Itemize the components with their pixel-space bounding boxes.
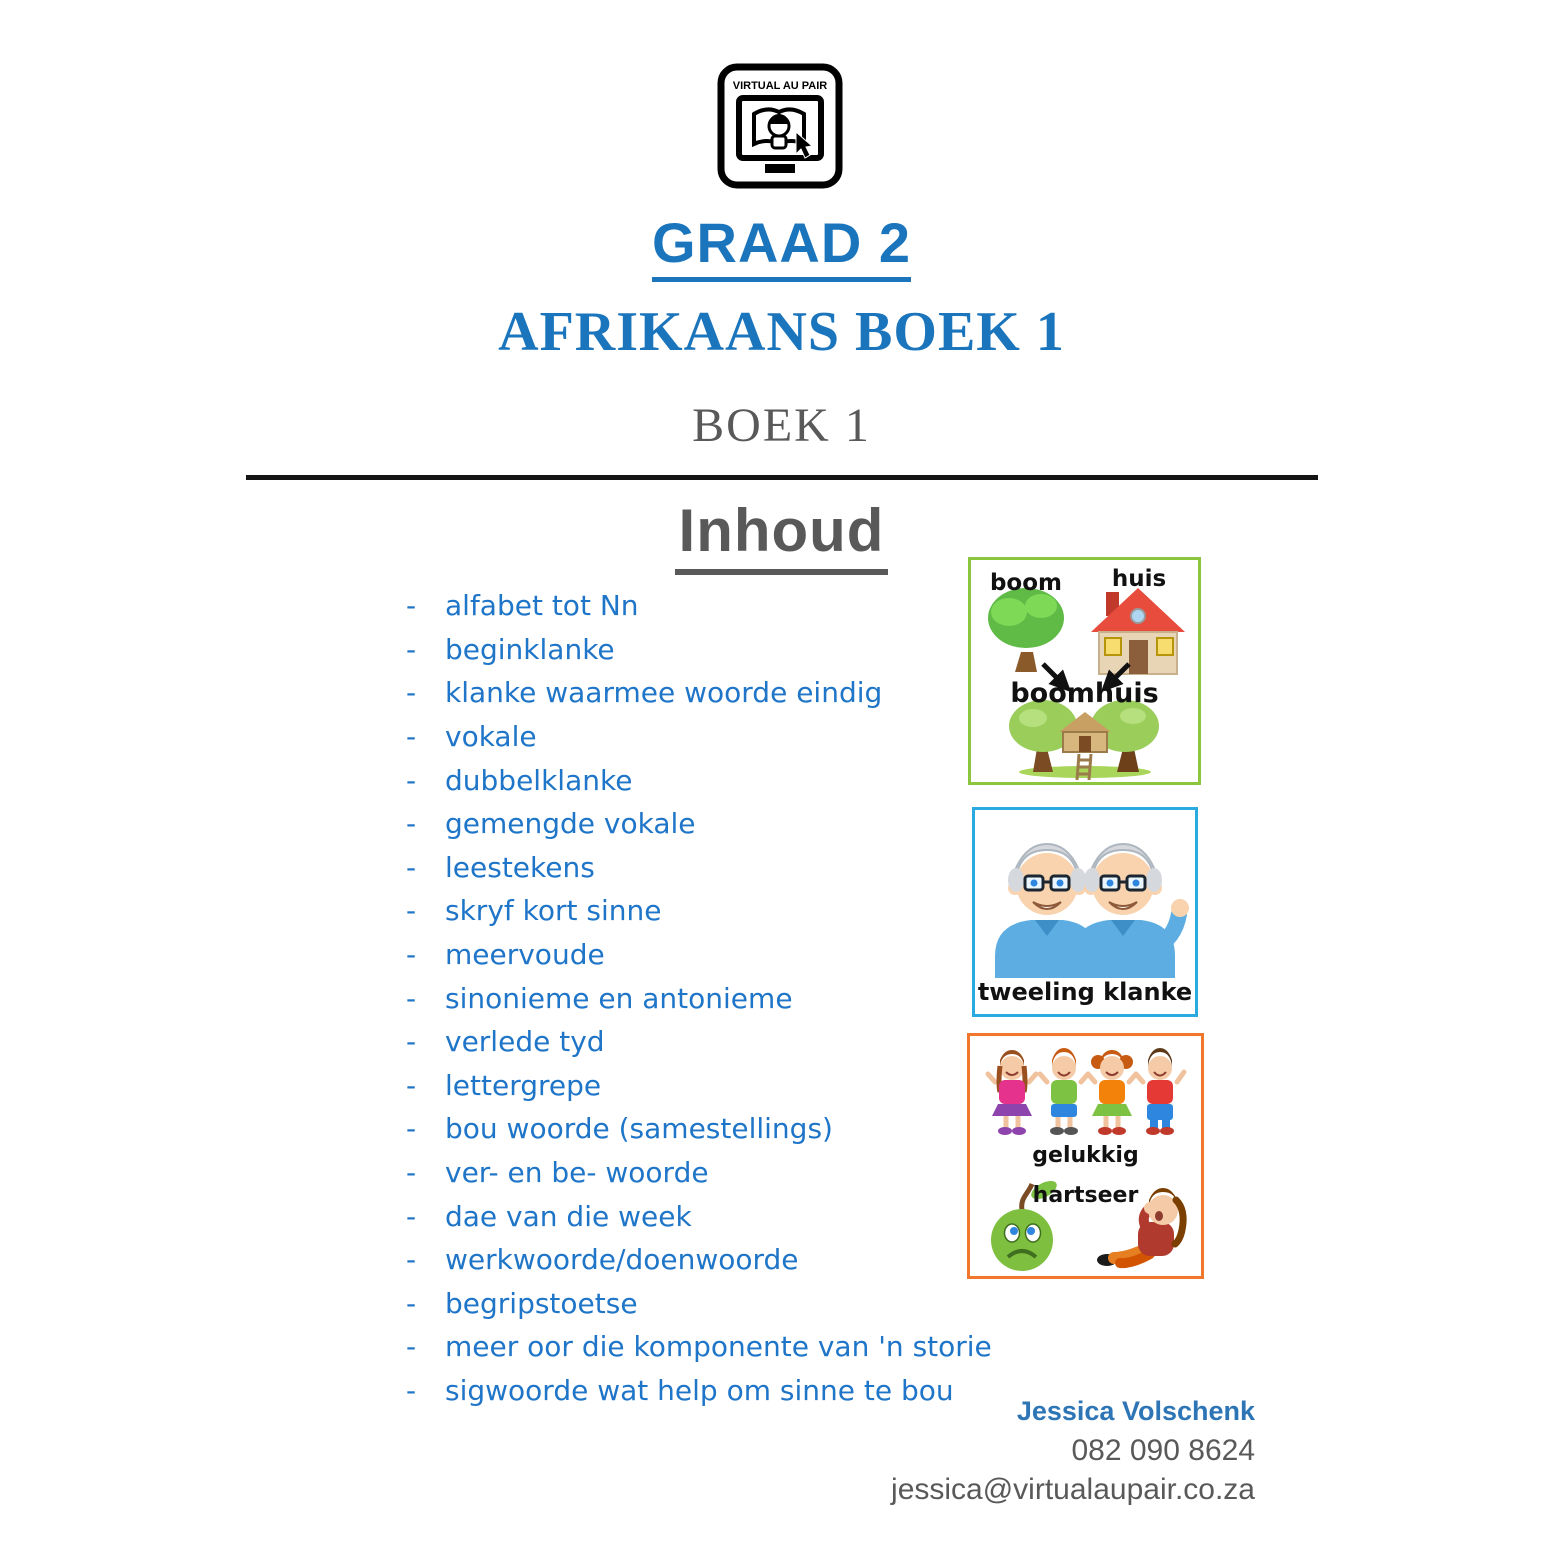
bullet-dash: -	[406, 938, 417, 972]
house-icon	[1091, 588, 1185, 674]
book-subtitle: BOEK 1	[692, 399, 871, 452]
content-item-label: skryf kort sinne	[445, 894, 662, 928]
bullet-dash: -	[406, 720, 417, 754]
contact-phone: 082 090 8624	[1071, 1434, 1255, 1467]
bullet-dash: -	[406, 981, 417, 1015]
content-item-label: begripstoetse	[445, 1286, 638, 1320]
contents-heading-wrap	[0, 496, 1563, 575]
content-item-label: alfabet tot Nn	[445, 589, 639, 623]
content-item-label: bou woorde (samestellings)	[445, 1112, 833, 1146]
list-item	[406, 802, 1006, 846]
twin-right-icon	[1073, 844, 1189, 978]
feeling-happy-caption: gelukkig	[1032, 1143, 1139, 1168]
contents-list	[406, 584, 1006, 1412]
bullet-dash: -	[406, 589, 417, 623]
bullet-dash: -	[406, 1112, 417, 1146]
list-item	[406, 1064, 1006, 1108]
virtual-au-pair-logo-icon	[716, 62, 844, 190]
compound-result-label: boomhuis	[1010, 678, 1159, 709]
list-item	[406, 933, 1006, 977]
bullet-dash: -	[406, 1330, 417, 1364]
bullet-dash: -	[406, 850, 417, 884]
list-item	[406, 1151, 1006, 1195]
list-item	[406, 584, 1006, 628]
grade-title-text: GRAAD 2	[652, 211, 911, 282]
feelings-figure	[967, 1033, 1204, 1279]
list-item	[406, 846, 1006, 890]
content-item-label: meer oor die komponente van 'n storie	[445, 1330, 992, 1364]
tree-icon	[988, 588, 1064, 672]
list-item	[406, 976, 1006, 1020]
list-item	[406, 715, 1006, 759]
list-item	[406, 1020, 1006, 1064]
content-item-label: gemengde vokale	[445, 807, 696, 841]
compound-word1-label: boom	[989, 570, 1063, 596]
monitor-stand-icon	[765, 164, 795, 173]
bullet-dash: -	[406, 763, 417, 797]
contact-name: Jessica Volschenk	[1016, 1396, 1255, 1426]
bullet-dash: -	[406, 1199, 417, 1233]
logo-brand-text: VIRTUAL AU PAIR	[732, 80, 828, 92]
list-item	[406, 758, 1006, 802]
content-item-label: klanke waarmee woorde eindig	[445, 676, 883, 710]
book-title: AFRIKAANS BOEK 1	[498, 301, 1065, 363]
contact-block	[891, 1396, 1255, 1507]
content-item-label: beginklanke	[445, 632, 615, 666]
bullet-dash: -	[406, 807, 417, 841]
contact-email: jessica@virtualaupair.co.za	[891, 1473, 1255, 1506]
list-item	[406, 1282, 1006, 1326]
children-illustration	[988, 1048, 1184, 1135]
bullet-dash: -	[406, 894, 417, 928]
compound-word2-label: huis	[1111, 566, 1167, 592]
bullet-dash: -	[406, 1068, 417, 1102]
content-item-label: sinonieme en antonieme	[445, 981, 793, 1015]
bullet-dash: -	[406, 1243, 417, 1277]
bullet-dash: -	[406, 1286, 417, 1320]
bullet-dash: -	[406, 1373, 417, 1407]
twin-sounds-figure	[972, 807, 1198, 1017]
list-item	[406, 1325, 1006, 1369]
grade-title	[0, 210, 1563, 275]
list-item	[406, 889, 1006, 933]
treehouse-icon	[1009, 700, 1159, 780]
content-item-label: leestekens	[445, 850, 595, 884]
content-item-label: vokale	[445, 720, 537, 754]
content-item-label: verlede tyd	[445, 1025, 605, 1059]
twin-sounds-caption: tweeling klanke	[977, 978, 1193, 1006]
content-item-label: dae van die week	[445, 1199, 692, 1233]
content-item-label: lettergrepe	[445, 1068, 602, 1102]
bullet-dash: -	[406, 1156, 417, 1190]
list-item	[406, 671, 1006, 715]
content-item-label: sigwoorde wat help om sinne te bou	[445, 1373, 954, 1407]
bullet-dash: -	[406, 632, 417, 666]
virtual-au-pair-logo	[716, 62, 844, 190]
list-item	[406, 1194, 1006, 1238]
bullet-dash: -	[406, 676, 417, 710]
person-body-icon	[772, 136, 786, 148]
horizontal-divider	[246, 475, 1318, 480]
list-item	[406, 628, 1006, 672]
list-item	[406, 1107, 1006, 1151]
contents-heading: Inhoud	[675, 496, 889, 575]
bullet-dash: -	[406, 1025, 417, 1059]
content-item-label: werkwoorde/doenwoorde	[445, 1243, 799, 1277]
compound-word-figure	[968, 557, 1201, 785]
list-item	[406, 1238, 1006, 1282]
content-item-label: meervoude	[445, 938, 605, 972]
content-item-label: ver- en be- woorde	[445, 1156, 709, 1190]
feeling-sad-caption: hartseer	[1032, 1183, 1139, 1208]
content-item-label: dubbelklanke	[445, 763, 633, 797]
